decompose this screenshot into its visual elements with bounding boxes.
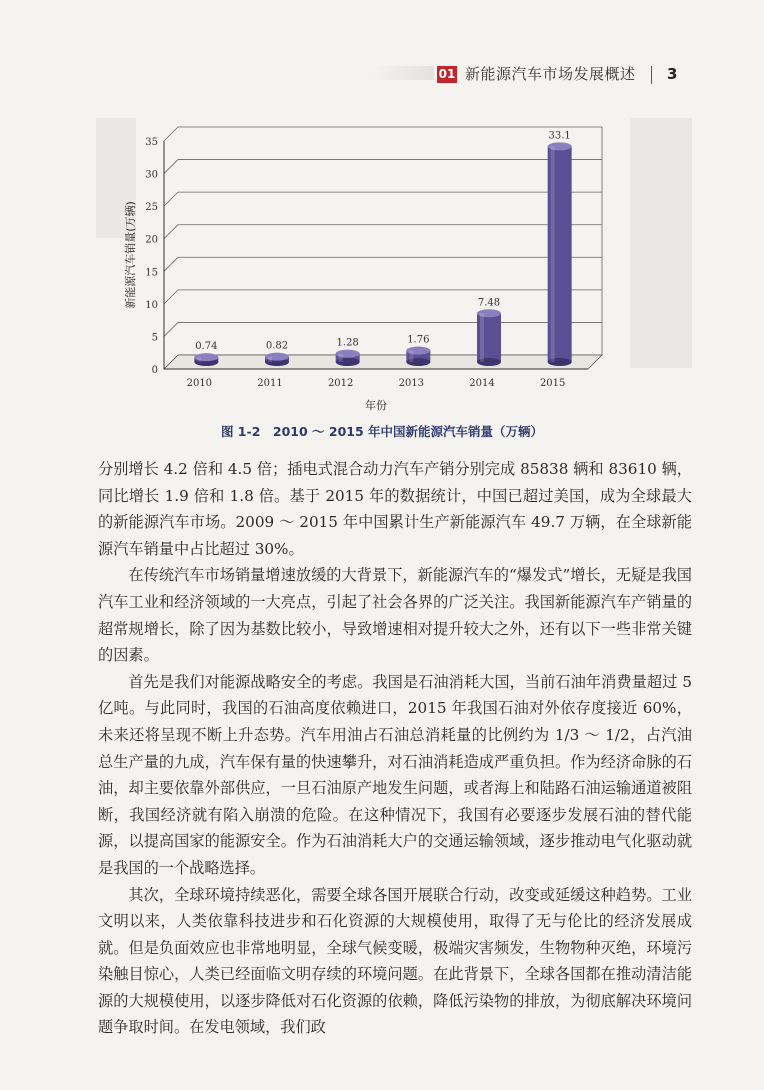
chart-floor xyxy=(164,355,602,369)
chart-bar-2015 xyxy=(548,142,572,366)
faded-header-text xyxy=(372,66,434,80)
x-tick-label-2011: 2011 xyxy=(257,378,283,389)
bar-highlight xyxy=(268,357,272,362)
chart-gridlines xyxy=(164,127,602,369)
gridline-slant xyxy=(164,290,178,304)
y-tick-label: 30 xyxy=(145,169,158,181)
bar-highlight xyxy=(551,146,555,362)
paragraph-1: 分别增长 4.2 倍和 4.5 倍；插电式混合动力汽车产销分别完成 85838 辆和 83610 辆，同比增长 1.9 倍和 1.8 倍。基于 2015 年的数据统计，中国已超过美国，成为全球最大的新能源汽车市场。2009 ～ 2015 年中国累计生产新能源汽车 49.7 万辆，在全球新能源汽车销量中占比超过 30%。 xyxy=(98,460,692,558)
y-tick-label: 5 xyxy=(151,332,158,344)
sales-bar-chart xyxy=(120,125,640,420)
chart-bar-2010 xyxy=(194,353,218,366)
bar-highlight xyxy=(409,351,413,362)
x-tick-label-2013: 2013 xyxy=(398,378,425,389)
paragraph-2: 在传统汽车市场销量增速放缓的大背景下，新能源汽车的“爆发式”增长，无疑是我国汽车工业和经济领域的一大亮点，引起了社会各界的广泛关注。我国新能源汽车产销量的超常规增长，除了因为基数比较小，导致增速相对提升较大之外，还有以下一些非常关键的因素。 xyxy=(98,566,692,665)
x-tick-label-2015: 2015 xyxy=(539,378,566,389)
x-tick-label-2014: 2014 xyxy=(469,378,495,389)
data-label-2011: 0.82 xyxy=(265,340,289,352)
data-label-2013: 1.76 xyxy=(407,334,430,346)
x-tick-label-2010: 2010 xyxy=(186,378,213,389)
bar-highlight xyxy=(480,313,484,362)
chart-bar-2014 xyxy=(477,309,501,366)
y-tick-label: 15 xyxy=(145,267,158,279)
y-tick-label: 10 xyxy=(145,299,158,311)
y-axis-title: 新能源汽车销量(万辆) xyxy=(124,201,137,309)
paragraph-3: 首先是我们对能源战略安全的考虑。我国是石油消耗大国，当前石油年消费量超过 5 亿吨。与此同时，我国的石油高度依赖进口，2015 年我国石油对外依存度接近 60%，未来还将呈现不断上升态势。汽车用油占石油总消耗量的比例约为 1/3 ～ 1/2，占汽油总生产量的九成，汽车保有量的快速攀升，对石油消耗造成严重负担。作为经济命脉的石油，却主要依靠外部供应，一旦石油原产地发生问题，或者海上和陆路石油运输通道被阻断，我国经济就有陷入崩溃的危险。在这种情况下，我国有必要逐步发展石油的替代能源，以提高国家的能源安全。作为石油消耗大户的交通运输领域，逐步推动电气化驱动就是我国的一个战略选择。 xyxy=(98,672,692,877)
chapter-number-badge: 01 xyxy=(438,67,456,81)
chapter-title: 新能源汽车市场发展概述 xyxy=(465,65,636,83)
gridline-slant xyxy=(164,160,178,174)
bar-highlight xyxy=(339,354,343,362)
chart-bar-2011 xyxy=(265,353,289,366)
y-tick-label: 25 xyxy=(145,202,158,214)
data-label-2015: 33.1 xyxy=(548,130,571,142)
gridline-slant xyxy=(164,257,178,271)
running-header xyxy=(0,64,764,88)
paragraph-4: 其次，全球环境持续恶化，需要全球各国开展联合行动，改变或延缓这种趋势。工业文明以来，人类依靠科技进步和石化资源的大规模使用，取得了无与伦比的经济发展成就。但是负面效应也非常地明显，全球气候变暖，极端灾害频发，生物物种灭绝，环境污染触目惊心，人类已经面临文明存续的环境问题。在此背景下，全球各国都在推动清洁能源的大规模使用，以逐步降低对石化资源的依赖，降低污染物的排放，为彻底解决环境问题争取时间。在发电领域，我们政 xyxy=(98,885,692,1037)
bar-highlight xyxy=(197,357,201,362)
data-label-2014: 7.48 xyxy=(477,297,501,309)
gridline-slant xyxy=(164,225,178,239)
x-tick-label-2012: 2012 xyxy=(327,378,354,389)
chart-labels xyxy=(123,130,571,412)
chart-bars xyxy=(194,142,571,366)
gridline-slant xyxy=(164,192,178,206)
chart-bar-2013 xyxy=(406,347,430,366)
chart-axes xyxy=(164,141,602,369)
gridline-slant xyxy=(164,127,178,141)
figure-caption: 图 1-2 2010 ～ 2015 年中国新能源汽车销量（万辆） xyxy=(220,424,544,439)
page-number: 3 xyxy=(667,65,678,83)
y-tick-label: 35 xyxy=(145,137,158,148)
gridline-slant xyxy=(164,322,178,336)
data-label-2010: 0.74 xyxy=(195,341,218,353)
x-axis-title: 年份 xyxy=(365,399,387,412)
y-tick-label: 0 xyxy=(151,365,158,376)
data-label-2012: 1.28 xyxy=(336,337,359,349)
header-divider xyxy=(651,66,652,84)
chart-bar-2012 xyxy=(336,350,360,366)
body-text xyxy=(98,456,692,1041)
y-tick-label: 20 xyxy=(145,234,158,246)
